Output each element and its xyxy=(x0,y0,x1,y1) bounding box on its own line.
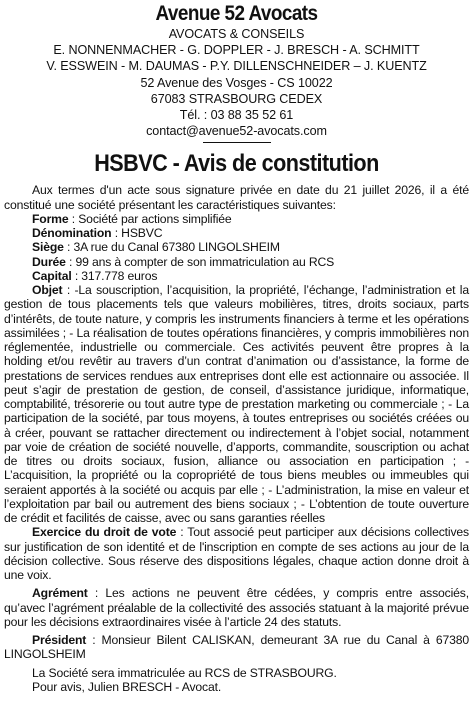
field-value: : 317.778 euros xyxy=(71,268,158,283)
phone: Tél. : 03 88 35 52 61 xyxy=(179,108,294,123)
field-forme xyxy=(4,212,469,226)
objet-label: Objet xyxy=(32,283,63,298)
address-line-2: 67083 STRASBOURG CEDEX xyxy=(150,91,323,106)
field-denomination xyxy=(4,226,469,240)
firm-name: Avenue 52 Avocats xyxy=(155,2,318,25)
objet-text: : -La souscription, l’acquisition, la propriété, l’échange, l’administration et la gestion de tous placements tels que valeurs mobilières, titres, droits sociaux, parts d’intérêts, de toute nature, y compris les instruments financiers à terme et les opérations assimilées ; - La réalisation de toutes opérations financières, y compris immobilières non réglementée, industrielle ou commerciale. Ces activités peuvent être propres à la holding et/ou revêtir au travers d’un contrat d’animation ou d’assistance, la forme de prestations de services rendues aux entreprises dont elle est actionnaire ou associée. Il peut s’agir de prestation de gestion, de conseil, d’assistance juridique, informatique, comptabilité, trésorerie ou tout autre type de prestation marketing ou commerciale ; - La participation de la société, par tous moyens, à toutes entreprises ou sociétés créées ou à créer, pouvant se rattacher directement ou indirectement à l’objet social, notamment par voie de création de société nouvelle, d’apports, commandite, souscription ou achat de titres ou droits sociaux, fusion, alliance ou association en participation ; - L’acquisition, la propriété ou la copropriété de tous biens meubles ou immeubles qui seraient apportés à la société ou acquis par elle ; - L’administration, la mise en valeur et l’exploitation par bail ou autrement des biens sociaux ; - L’obtention de toute ouverture de crédit et facilités de caisse, avec ou sans garanties réelles xyxy=(4,283,469,526)
vote-text: : Tout associé peut participer aux décisions collectives sur justification de son identité et de l'inscription en compte de ses actions au jour de la décision collective. Sous réserve des dispositions légales, chaque action donne droit à une voix. xyxy=(4,525,469,583)
email: contact@avenue52-avocats.com xyxy=(146,124,327,139)
field-label: Forme xyxy=(32,211,69,226)
partners-line-2: V. ESSWEIN - M. DAUMAS - P.Y. DILLENSCHNEIDER – J. KUENTZ xyxy=(46,59,427,74)
president-label: Président xyxy=(32,633,87,648)
field-value: : 3A rue du Canal 67380 LINGOLSHEIM xyxy=(63,240,280,255)
divider xyxy=(203,142,271,143)
field-value: : 99 ans à compter de son immatriculation au RCS xyxy=(65,254,335,269)
field-label: Siège xyxy=(32,240,64,255)
notice-body xyxy=(4,183,469,694)
signature-line: Pour avis, Julien BRESCH - Avocat. xyxy=(32,679,222,694)
firm-type: AVOCATS & CONSEILS xyxy=(168,27,305,41)
field-label: Durée xyxy=(32,254,66,269)
firm-header xyxy=(4,2,469,179)
notice-title: HSBVC - Avis de constitution xyxy=(94,150,379,178)
field-duree xyxy=(4,255,469,269)
field-siege xyxy=(4,240,469,254)
field-value: : HSBVC xyxy=(111,226,163,241)
field-label: Capital xyxy=(32,268,72,283)
vote-paragraph xyxy=(4,525,469,582)
vote-label: Exercice du droit de vote xyxy=(32,525,177,540)
partners-line-1: E. NONNENMACHER - G. DOPPLER - J. BRESCH - A. SCHMITT xyxy=(53,43,420,58)
president-text: : Monsieur Bilent CALISKAN, demeurant 3A rue du Canal à 67380 LINGOLSHEIM xyxy=(4,633,469,662)
legal-notice xyxy=(4,0,469,694)
objet-paragraph xyxy=(4,283,469,525)
agrement-label: Agrément xyxy=(32,586,88,601)
field-value: : Société par actions simplifiée xyxy=(68,211,232,226)
address-line-1: 52 Avenue des Vosges - CS 10022 xyxy=(140,75,333,90)
president-paragraph xyxy=(4,633,469,662)
agrement-text: : Les actions ne peuvent être cédées, y compris entre associés, qu’avec l’agrément préalable de la collectivité des associés statuant à la majorité prévue pour les décisions extraordinaires visée à l’article 24 des statuts. xyxy=(4,586,469,629)
agrement-paragraph xyxy=(4,586,469,629)
field-label: Dénomination xyxy=(32,226,112,241)
intro-paragraph: Aux termes d'un acte sous signature privée en date du 21 juillet 2026, il a été constitué une société présentant les caractéristiques suivantes: xyxy=(4,183,469,212)
registration-line: La Société sera immatriculée au RCS de STRASBOURG. xyxy=(32,665,337,680)
field-capital xyxy=(4,269,469,283)
